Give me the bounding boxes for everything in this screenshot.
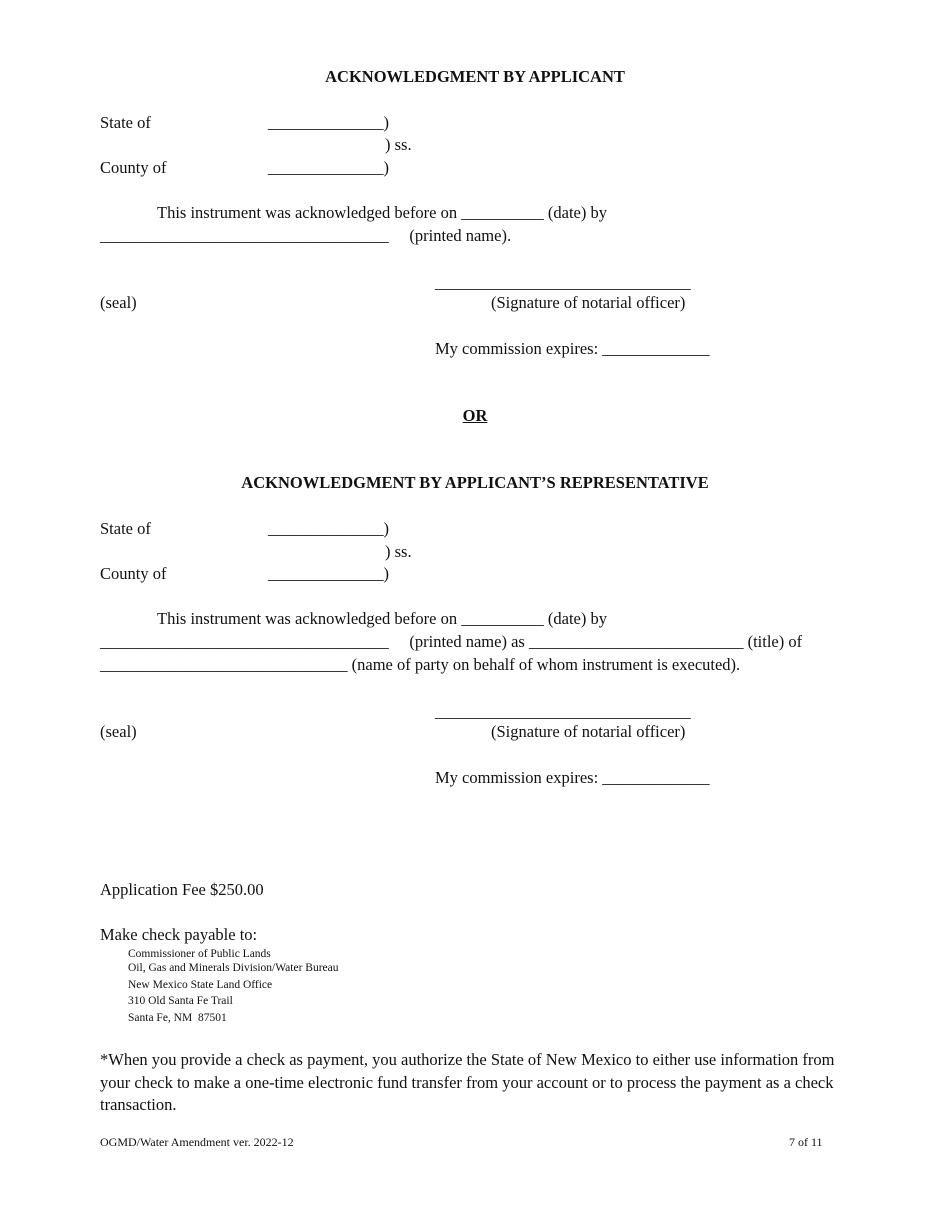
signature-line: _______________________________ xyxy=(435,273,691,292)
ss-label: ) ss. xyxy=(385,542,412,561)
signature-caption: (Signature of notarial officer) xyxy=(491,722,686,741)
signature-caption: (Signature of notarial officer) xyxy=(491,293,686,312)
party-name-line: ______________________________ (name of party on behalf of whom instrument is executed). xyxy=(100,655,741,674)
seal-label: (seal) xyxy=(100,722,137,741)
county-label: County of xyxy=(100,158,167,177)
ss-label: ) ss. xyxy=(385,135,412,154)
application-fee: Application Fee $250.00 xyxy=(100,880,264,899)
payment-notice: *When you provide a check as payment, you authorize the State of New Mexico to either use information from your check to make a one-time electronic fund transfer from your account or to process the payment as a check transaction. xyxy=(100,1050,835,1114)
footer-version: OGMD/Water Amendment ver. 2022-12 xyxy=(100,1135,294,1149)
acknowledgment-line: This instrument was acknowledged before on __________ (date) by xyxy=(157,203,607,222)
state-label: State of xyxy=(100,519,151,538)
printed-name-line: ___________________________________ (printed name). xyxy=(100,226,512,245)
acknowledgment-line: This instrument was acknowledged before on __________ (date) by xyxy=(157,609,607,628)
county-label: County of xyxy=(100,564,167,583)
state-label: State of xyxy=(100,113,151,132)
page-number: 7 of 11 xyxy=(789,1135,823,1149)
address-line: New Mexico State Land Office xyxy=(128,979,273,991)
commission-expires: My commission expires: _____________ xyxy=(435,339,710,358)
address-line: 310 Old Santa Fe Trail xyxy=(128,995,233,1007)
payable-label: Make check payable to: xyxy=(100,925,258,944)
address-line: Commissioner of Public Lands xyxy=(128,948,271,960)
seal-label: (seal) xyxy=(100,293,137,312)
state-blank: ______________) xyxy=(268,519,389,538)
signature-line: _______________________________ xyxy=(435,702,691,721)
section1-title: ACKNOWLEDGMENT BY APPLICANT xyxy=(325,67,625,86)
address-line: Santa Fe, NM 87501 xyxy=(128,1012,227,1024)
state-blank: ______________) xyxy=(268,113,389,132)
printed-name-title-line: ___________________________________ (printed name) as __________________________ (title) of xyxy=(100,632,803,651)
county-blank: ______________) xyxy=(268,564,389,583)
or-separator: OR xyxy=(462,406,488,425)
section2-title: ACKNOWLEDGMENT BY APPLICANT’S REPRESENTATIVE xyxy=(241,473,709,492)
county-blank: ______________) xyxy=(268,158,389,177)
commission-expires: My commission expires: _____________ xyxy=(435,768,710,787)
address-line: Oil, Gas and Minerals Division/Water Bureau xyxy=(128,962,339,974)
